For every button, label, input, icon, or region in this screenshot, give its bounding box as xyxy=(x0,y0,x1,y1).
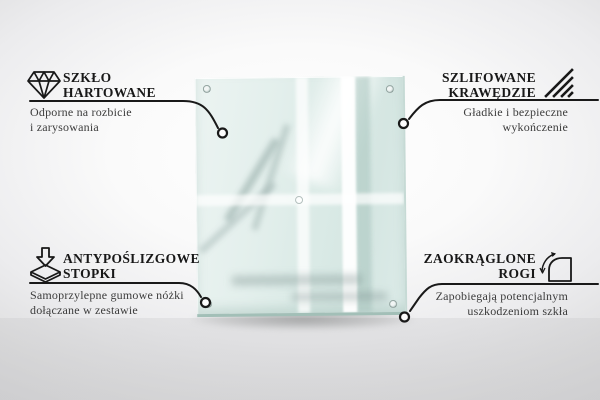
light-glare-reflection xyxy=(278,76,398,194)
title-line: STOPKI xyxy=(63,266,117,281)
floor-gradient xyxy=(0,318,600,400)
description-line: Samoprzylepne gumowe nóżki xyxy=(30,288,184,302)
mounting-hole-icon xyxy=(203,85,211,93)
title-line: ROGI xyxy=(498,266,536,281)
title-line: HARTOWANE xyxy=(63,85,156,100)
title-line: ANTYPOŚLIZGOWE xyxy=(63,251,200,266)
glass-panel xyxy=(195,76,407,317)
diamond-icon xyxy=(26,69,62,106)
callout-description-polished-edges xyxy=(463,105,568,134)
callout-description-rounded-corners xyxy=(436,289,568,318)
description-line: wykończenie xyxy=(502,119,568,134)
plant-reflection xyxy=(224,137,280,222)
anti-slip-feet-icon xyxy=(28,246,64,289)
title-line: KRAWĘDZIE xyxy=(448,85,536,100)
mounting-hole-icon xyxy=(386,85,394,93)
description-line: dołączane w zestawie xyxy=(30,302,138,317)
title-line: SZKŁO xyxy=(63,70,112,85)
rounded-corner-icon xyxy=(538,250,574,289)
plant-reflection xyxy=(199,181,277,254)
description-line: i zarysowania xyxy=(30,119,99,134)
callout-title-polished-edges xyxy=(442,70,536,100)
mounting-hole-icon xyxy=(204,300,212,308)
callout-description-anti-slip-feet xyxy=(30,288,184,317)
window-frame-reflection-vertical xyxy=(296,77,310,313)
callout-title-tempered-glass xyxy=(63,70,156,100)
bottom-reflection-smudge xyxy=(232,274,362,285)
title-line: ZAOKRĄGLONE xyxy=(423,251,536,266)
description-line: Odporne na rozbicie xyxy=(30,105,132,119)
dark-reflection-band xyxy=(355,76,372,312)
hatched-edge-icon xyxy=(543,67,575,104)
description-line: uszkodzeniom szkła xyxy=(467,303,568,318)
description-line: Gładkie i bezpieczne xyxy=(463,105,568,119)
callout-description-tempered-glass xyxy=(30,105,132,134)
bottom-reflection-smudge xyxy=(292,292,387,301)
plant-reflection xyxy=(251,124,290,231)
mounting-hole-icon xyxy=(389,300,397,308)
window-frame-reflection-vertical xyxy=(341,76,357,312)
description-line: Zapobiegają potencjalnym xyxy=(435,289,568,303)
callout-title-rounded-corners xyxy=(424,251,536,281)
title-line: SZLIFOWANE xyxy=(441,70,536,85)
center-mark xyxy=(295,196,303,204)
callout-title-anti-slip-feet xyxy=(63,251,200,281)
